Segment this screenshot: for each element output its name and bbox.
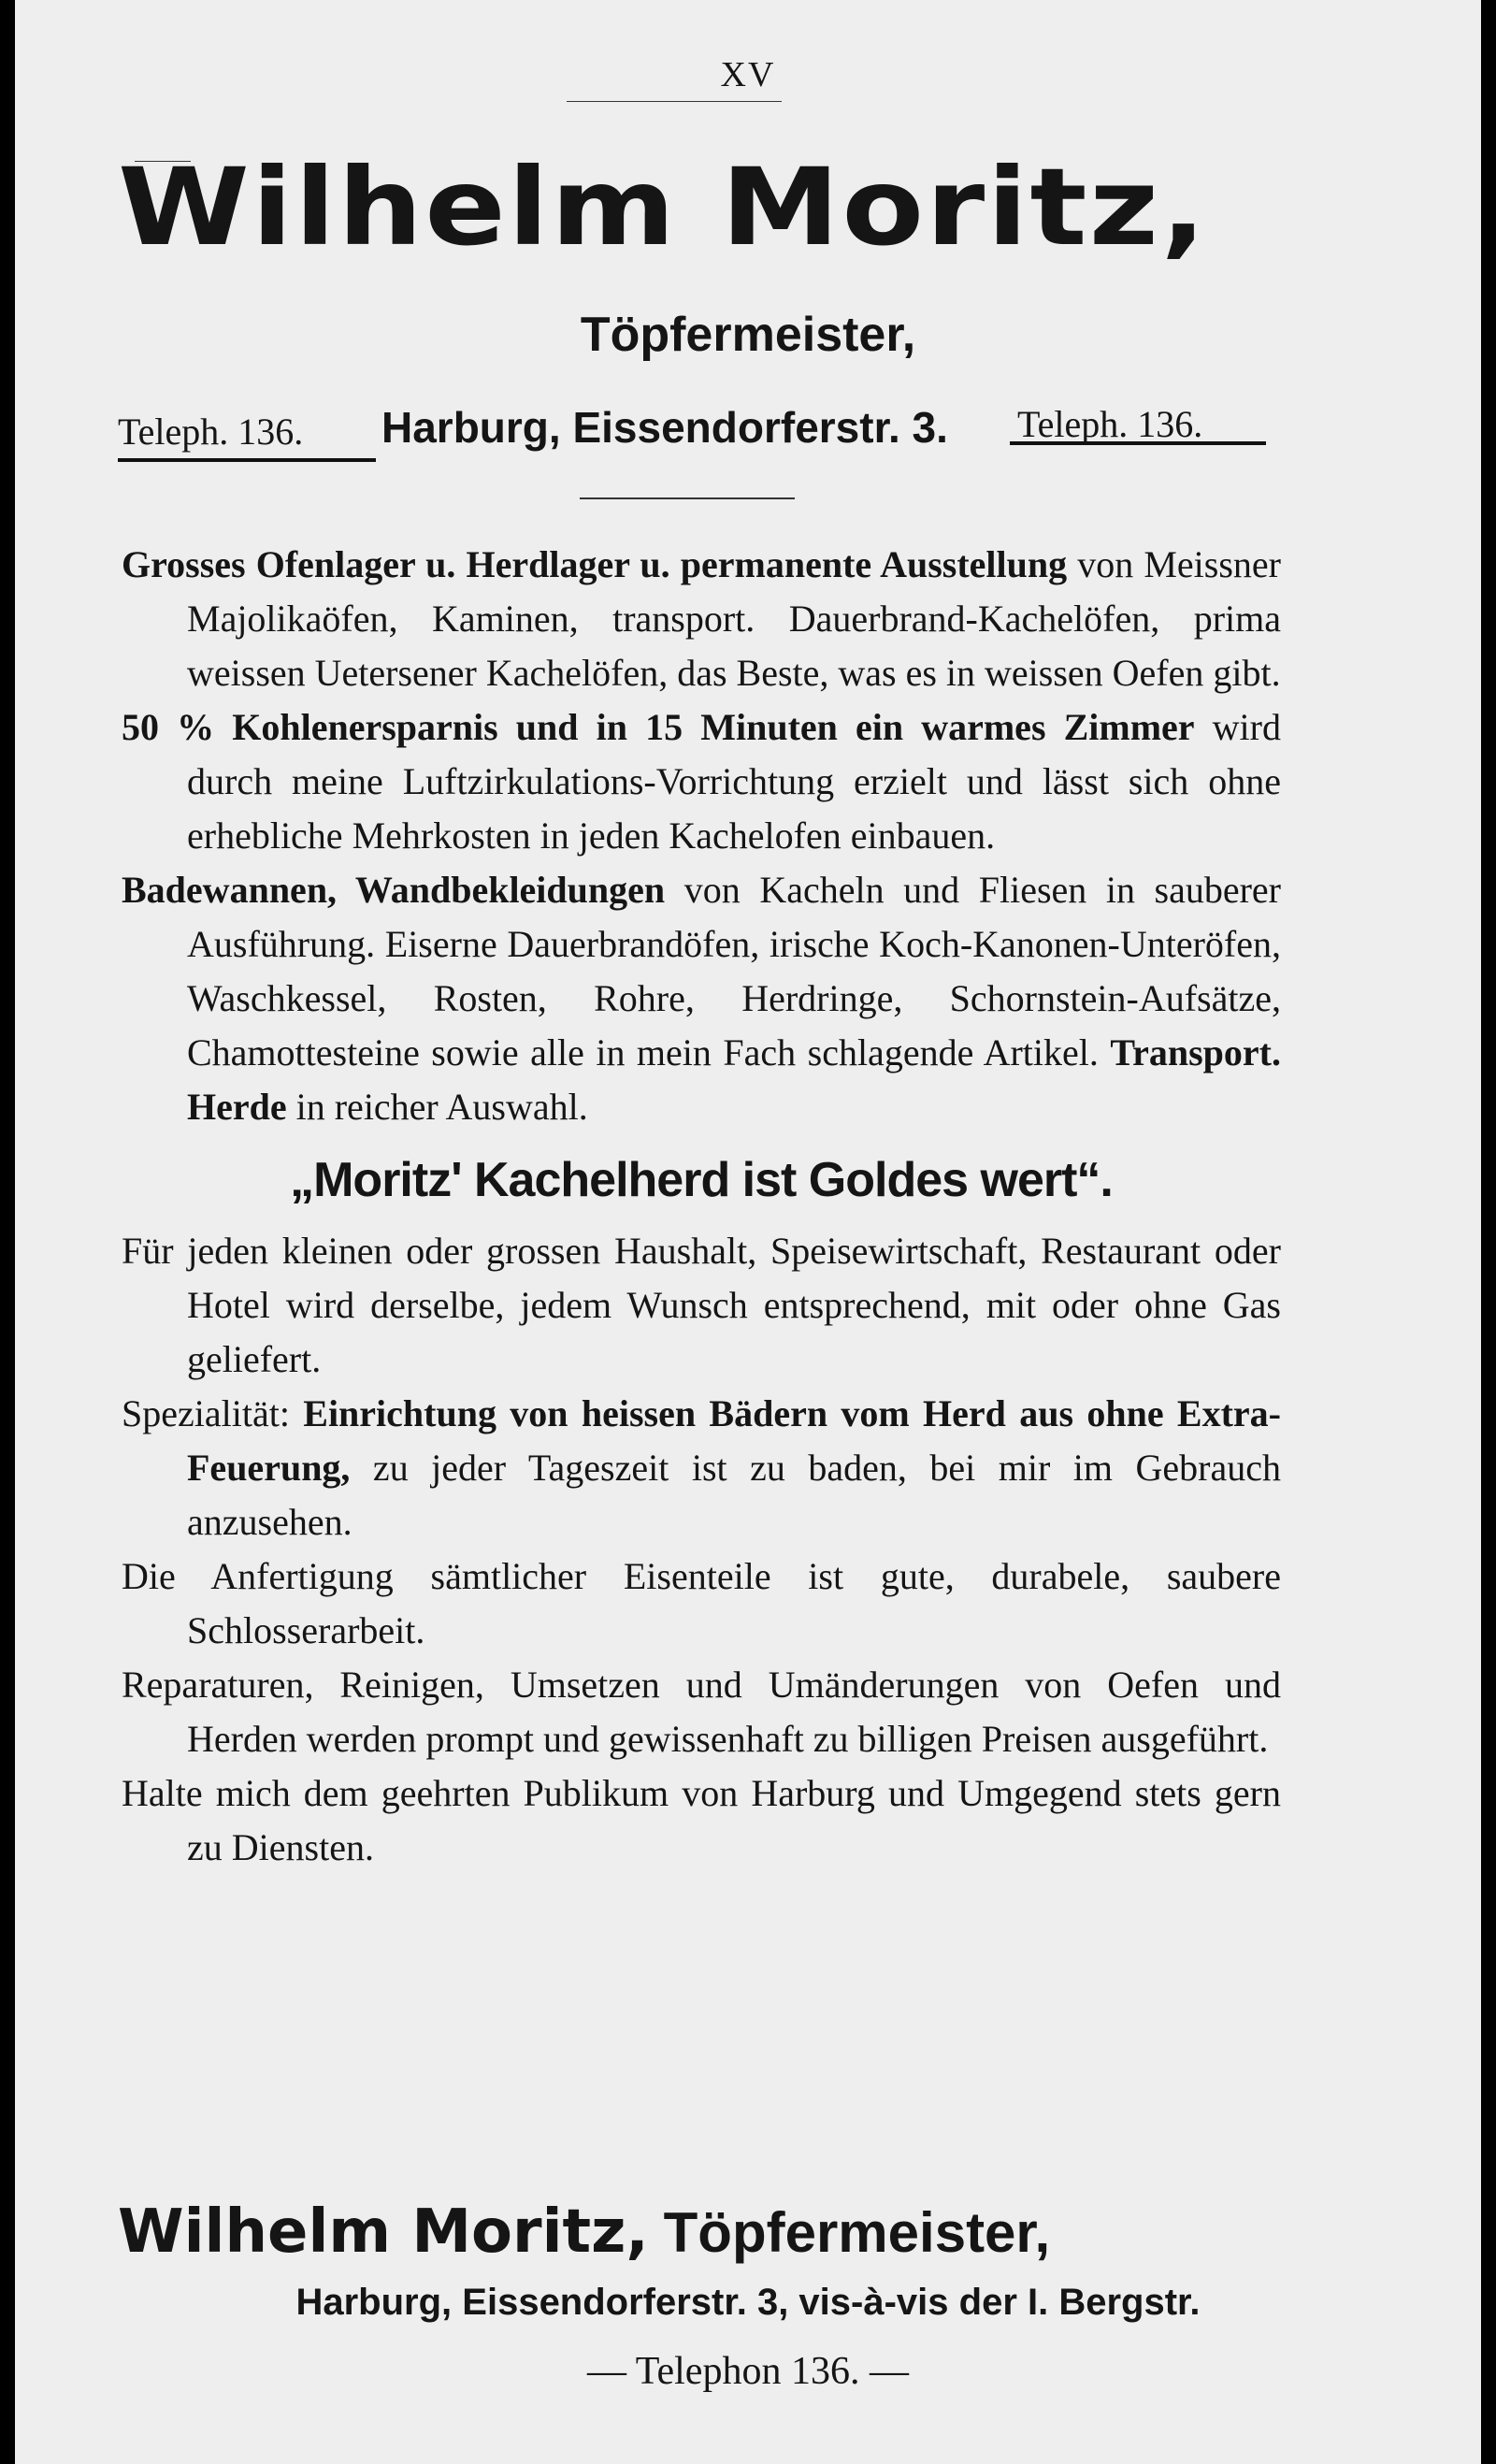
telephone-left-underline [118, 458, 376, 462]
transport-text: in reicher Auswahl. [286, 1086, 588, 1128]
header-address: Harburg, Eissendorferstr. 3. [381, 403, 948, 452]
bathtubs-bold: Badewannen, Wandbekleidungen [122, 869, 666, 911]
repairs-text: Reparaturen, Reinigen, Umsetzen und Umänderungen von Oefen und Herden werden prompt und gewissenhaft zu billigen Preisen ausgeführt. [122, 1664, 1281, 1760]
closing-signature [118, 2197, 1315, 2267]
slogan: „Moritz' Kachelherd ist Goldes wert“. [290, 1153, 1113, 1207]
advertisement-body [122, 538, 1281, 1875]
closing-name: Wilhelm Moritz, [118, 2197, 649, 2267]
speciality-text: zu jeder Tageszeit ist zu baden, bei mir im Gebrauch anzusehen. [187, 1447, 1281, 1543]
paragraph-bathtubs [122, 863, 1281, 1134]
paragraph-showroom [122, 538, 1281, 700]
header-divider [580, 497, 795, 499]
page-number: XV [720, 55, 776, 94]
savings-bold: 50 % Kohlenersparnis und in 15 Minuten ein warmes Zimmer [122, 706, 1195, 748]
closing-note-text: Halte mich dem geehrten Publikum von Harburg und Umgegend stets gern zu Diensten. [122, 1772, 1281, 1868]
closing-phone: — Telephon 136. — [587, 2350, 909, 2393]
telephone-right-underline [1010, 441, 1266, 445]
paragraph-speciality [122, 1387, 1281, 1549]
telephone-address-row [15, 402, 1481, 468]
paragraph-household [122, 1224, 1281, 1387]
showroom-bold: Grosses Ofenlager u. Herdlager u. permanente Ausstellung [122, 543, 1068, 585]
speciality-label: Spezialität: [122, 1392, 304, 1434]
headline-title: Töpfermeister, [580, 308, 916, 362]
ironwork-text: Die Anfertigung sämtlicher Eisenteile ist gute, durabele, saubere Schlosserarbeit. [122, 1555, 1281, 1651]
telephone-left: Teleph. 136. [118, 411, 304, 453]
paragraph-repairs [122, 1658, 1281, 1766]
telephone-right: Teleph. 136. [1017, 403, 1203, 445]
paragraph-savings [122, 700, 1281, 863]
speciality-bold: Einrichtung von heissen Bädern vom Herd aus ohne Extra-Feuerung, [187, 1392, 1281, 1489]
advertisement-page [15, 0, 1481, 2464]
savings-text: wird durch meine Luftzirkulations-Vorrichtung erzielt und lässt sich ohne erhebliche Mehrkosten in jeden Kachelofen einbauen. [187, 706, 1281, 857]
household-text: Für jeden kleinen oder grossen Haushalt, Speisewirtschaft, Restaurant oder Hotel wird derselbe, jedem Wunsch entsprechend, mit oder ohne Gas geliefert. [122, 1230, 1281, 1380]
transport-bold: Transport. Herde [187, 1031, 1281, 1128]
closing-address: Harburg, Eissendorferstr. 3, vis-à-vis der I. Bergstr. [295, 2282, 1201, 2323]
paragraph-closing-note [122, 1766, 1281, 1875]
showroom-text: von Meissner Majolikaöfen, Kaminen, transport. Dauerbrand-Kachelöfen, prima weissen Uetersener Kachelöfen, das Beste, was es in weissen Oefen gibt. [187, 543, 1281, 694]
headline-name: Wilhelm Moritz, [118, 145, 1209, 269]
bathtubs-text: von Kacheln und Fliesen in sauberer Ausführung. Eiserne Dauerbrandöfen, irische Koch-Kanonen-Unteröfen, Waschkessel, Rosten, Rohre, Herdringe, Schornstein-Aufsätze, Chamottesteine sowie alle in mein Fach schlagende Artikel. [187, 869, 1282, 1073]
page-number-rule [567, 101, 782, 102]
closing-title: Töpfermeister, [663, 2201, 1051, 2264]
paragraph-ironwork [122, 1549, 1281, 1658]
